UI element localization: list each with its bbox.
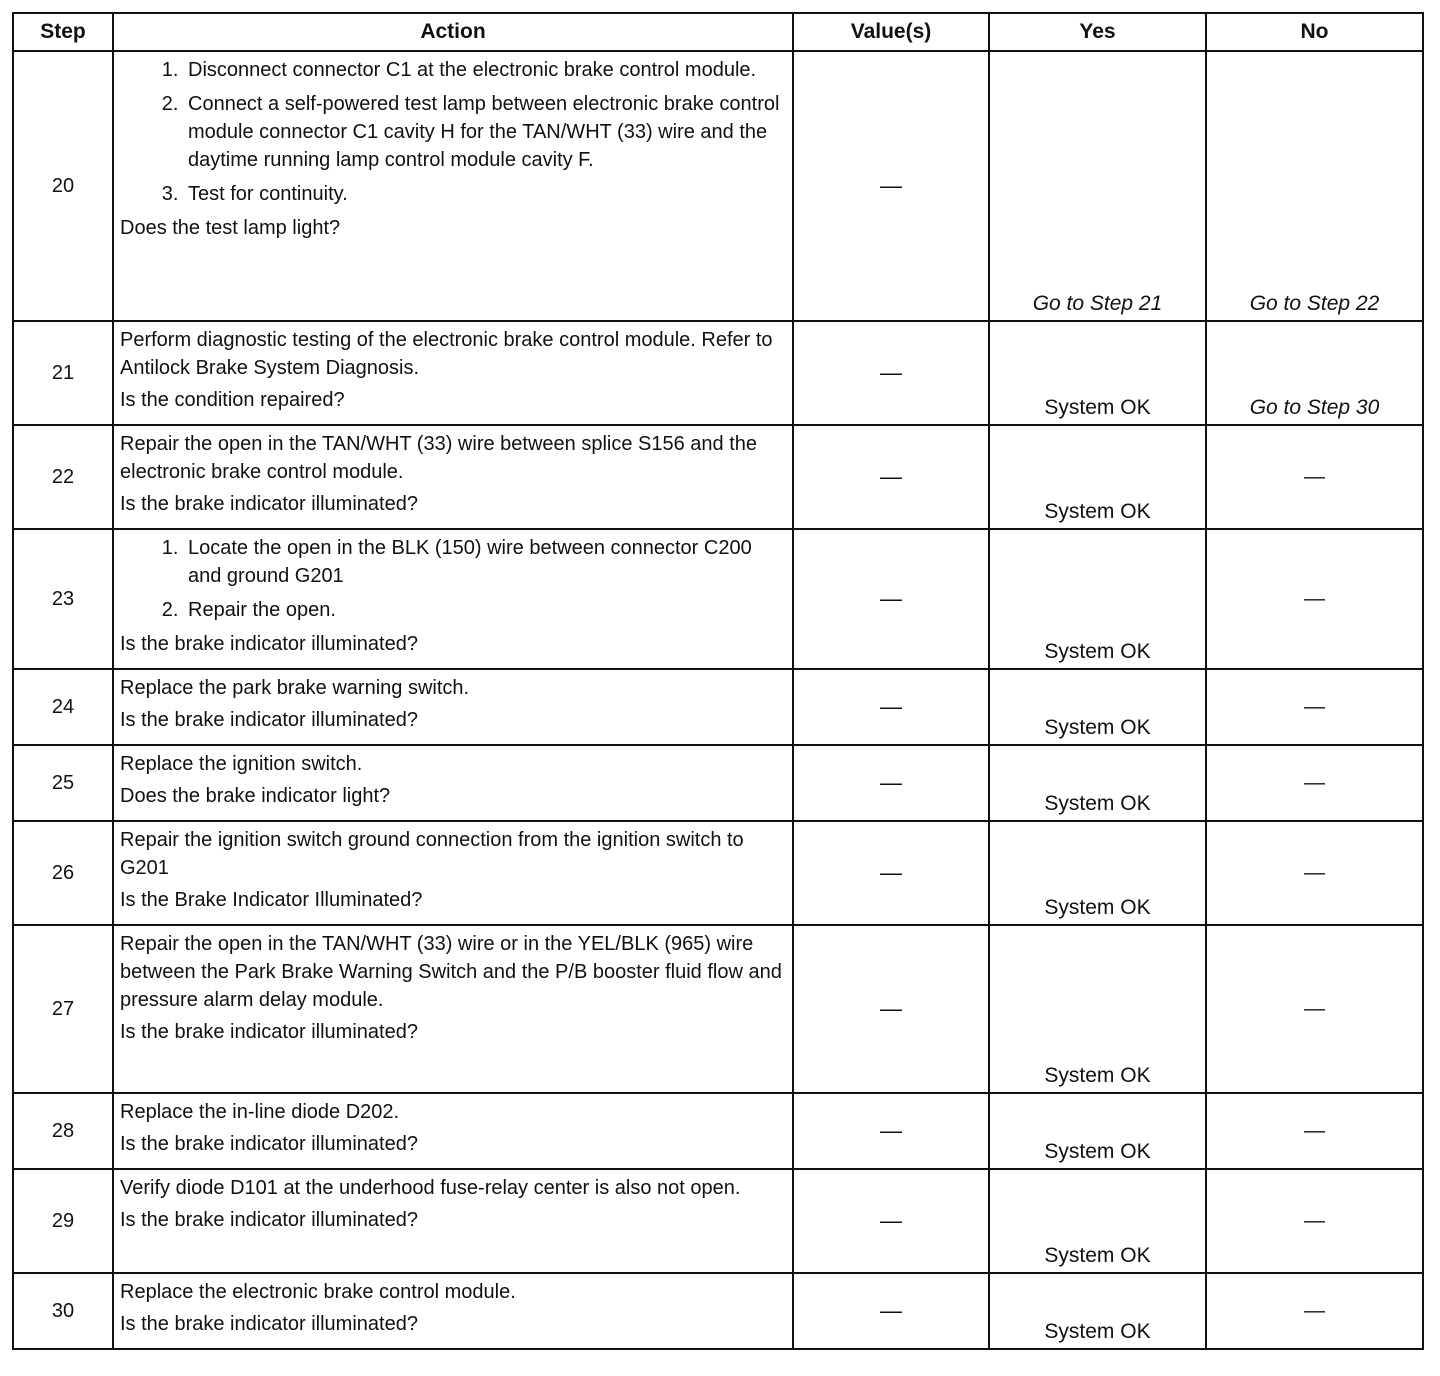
no-cell: Go to Step 22 (1206, 51, 1423, 321)
no-cell: — (1206, 1169, 1423, 1273)
action-question: Is the brake indicator illuminated? (120, 1133, 418, 1155)
action-cell (113, 669, 793, 745)
action-cell (113, 321, 793, 425)
action-cell (113, 1169, 793, 1273)
yes-cell: System OK (989, 529, 1206, 669)
no-cell: — (1206, 925, 1423, 1093)
value-cell: — (793, 925, 989, 1093)
action-text: Perform diagnostic testing of the electronic brake control module. Refer to Antilock Brake System Diagnosis. (120, 329, 773, 379)
yes-cell: System OK (989, 669, 1206, 745)
header-action: Action (113, 13, 793, 51)
value-cell: — (793, 669, 989, 745)
yes-cell: System OK (989, 1169, 1206, 1273)
action-cell (113, 529, 793, 669)
table-row (13, 1273, 1423, 1349)
yes-cell: System OK (989, 1273, 1206, 1349)
table-row (13, 669, 1423, 745)
value-cell: — (793, 321, 989, 425)
action-step-item: 2. Connect a self-powered test lamp between electronic brake control module connector C1 cavity H for the TAN/WHT (33) wire and the daytime running lamp control module cavity F. (184, 90, 786, 174)
yes-cell: System OK (989, 925, 1206, 1093)
action-cell (113, 425, 793, 529)
action-steps-list (120, 534, 786, 624)
header-row (13, 13, 1423, 51)
yes-cell: System OK (989, 1093, 1206, 1169)
table-row (13, 1093, 1423, 1169)
no-cell: — (1206, 1273, 1423, 1349)
action-text: Replace the electronic brake control module. (120, 1281, 516, 1303)
action-question: Is the brake indicator illuminated? (120, 1209, 418, 1231)
step-number: 25 (13, 745, 113, 821)
yes-cell: System OK (989, 425, 1206, 529)
header-yes: Yes (989, 13, 1206, 51)
step-number: 26 (13, 821, 113, 925)
action-step-item: 2. Repair the open. (184, 596, 786, 624)
step-number: 21 (13, 321, 113, 425)
action-question: Is the brake indicator illuminated? (120, 493, 418, 515)
value-cell: — (793, 529, 989, 669)
value-cell: — (793, 821, 989, 925)
value-cell: — (793, 1169, 989, 1273)
action-text: Replace the ignition switch. (120, 753, 363, 775)
no-cell: — (1206, 821, 1423, 925)
action-cell (113, 51, 793, 321)
table-row (13, 745, 1423, 821)
action-question: Is the brake indicator illuminated? (120, 1021, 418, 1043)
action-text: Replace the in-line diode D202. (120, 1101, 400, 1123)
step-number: 28 (13, 1093, 113, 1169)
step-number: 20 (13, 51, 113, 321)
action-cell (113, 745, 793, 821)
value-cell: — (793, 425, 989, 529)
action-cell (113, 1093, 793, 1169)
table-row (13, 925, 1423, 1093)
no-cell: — (1206, 1093, 1423, 1169)
yes-cell: System OK (989, 821, 1206, 925)
action-question: Is the Brake Indicator Illuminated? (120, 889, 423, 911)
action-cell (113, 925, 793, 1093)
no-cell: — (1206, 425, 1423, 529)
action-text: Verify diode D101 at the underhood fuse-relay center is also not open. (120, 1177, 741, 1199)
header-step: Step (13, 13, 113, 51)
action-question: Is the brake indicator illuminated? (120, 1313, 418, 1335)
yes-cell: Go to Step 21 (989, 51, 1206, 321)
header-values: Value(s) (793, 13, 989, 51)
yes-cell: System OK (989, 321, 1206, 425)
action-step-item: 3. Test for continuity. (184, 180, 786, 208)
step-number: 29 (13, 1169, 113, 1273)
action-text: Replace the park brake warning switch. (120, 677, 470, 699)
step-number: 22 (13, 425, 113, 529)
table-row (13, 425, 1423, 529)
action-text: Repair the ignition switch ground connection from the ignition switch to G201 (120, 829, 744, 879)
table-row (13, 529, 1423, 669)
table-row (13, 321, 1423, 425)
action-question: Is the condition repaired? (120, 389, 345, 411)
action-step-item: 1. Locate the open in the BLK (150) wire between connector C200 and ground G201 (184, 534, 786, 590)
step-number: 27 (13, 925, 113, 1093)
no-cell: — (1206, 669, 1423, 745)
step-number: 30 (13, 1273, 113, 1349)
table-row (13, 821, 1423, 925)
header-no: No (1206, 13, 1423, 51)
table-row (13, 1169, 1423, 1273)
action-steps-list (120, 56, 786, 208)
yes-cell: System OK (989, 745, 1206, 821)
no-cell: — (1206, 529, 1423, 669)
action-question: Does the test lamp light? (120, 217, 341, 239)
table-row (13, 51, 1423, 321)
no-cell: Go to Step 30 (1206, 321, 1423, 425)
diagnostic-table (12, 12, 1424, 1350)
action-text: Repair the open in the TAN/WHT (33) wire between splice S156 and the electronic brake control module. (120, 433, 758, 483)
value-cell: — (793, 745, 989, 821)
action-question: Does the brake indicator light? (120, 785, 391, 807)
action-question: Is the brake indicator illuminated? (120, 709, 418, 731)
value-cell: — (793, 1273, 989, 1349)
action-step-item: 1. Disconnect connector C1 at the electronic brake control module. (184, 56, 786, 84)
table-body (13, 51, 1423, 1349)
action-cell (113, 1273, 793, 1349)
value-cell: — (793, 1093, 989, 1169)
action-text: Repair the open in the TAN/WHT (33) wire or in the YEL/BLK (965) wire between the Park Brake Warning Switch and the P/B booster fluid flow and pressure alarm delay module. (120, 933, 782, 1011)
value-cell: — (793, 51, 989, 321)
action-question: Is the brake indicator illuminated? (120, 633, 418, 655)
step-number: 23 (13, 529, 113, 669)
step-number: 24 (13, 669, 113, 745)
action-cell (113, 821, 793, 925)
no-cell: — (1206, 745, 1423, 821)
